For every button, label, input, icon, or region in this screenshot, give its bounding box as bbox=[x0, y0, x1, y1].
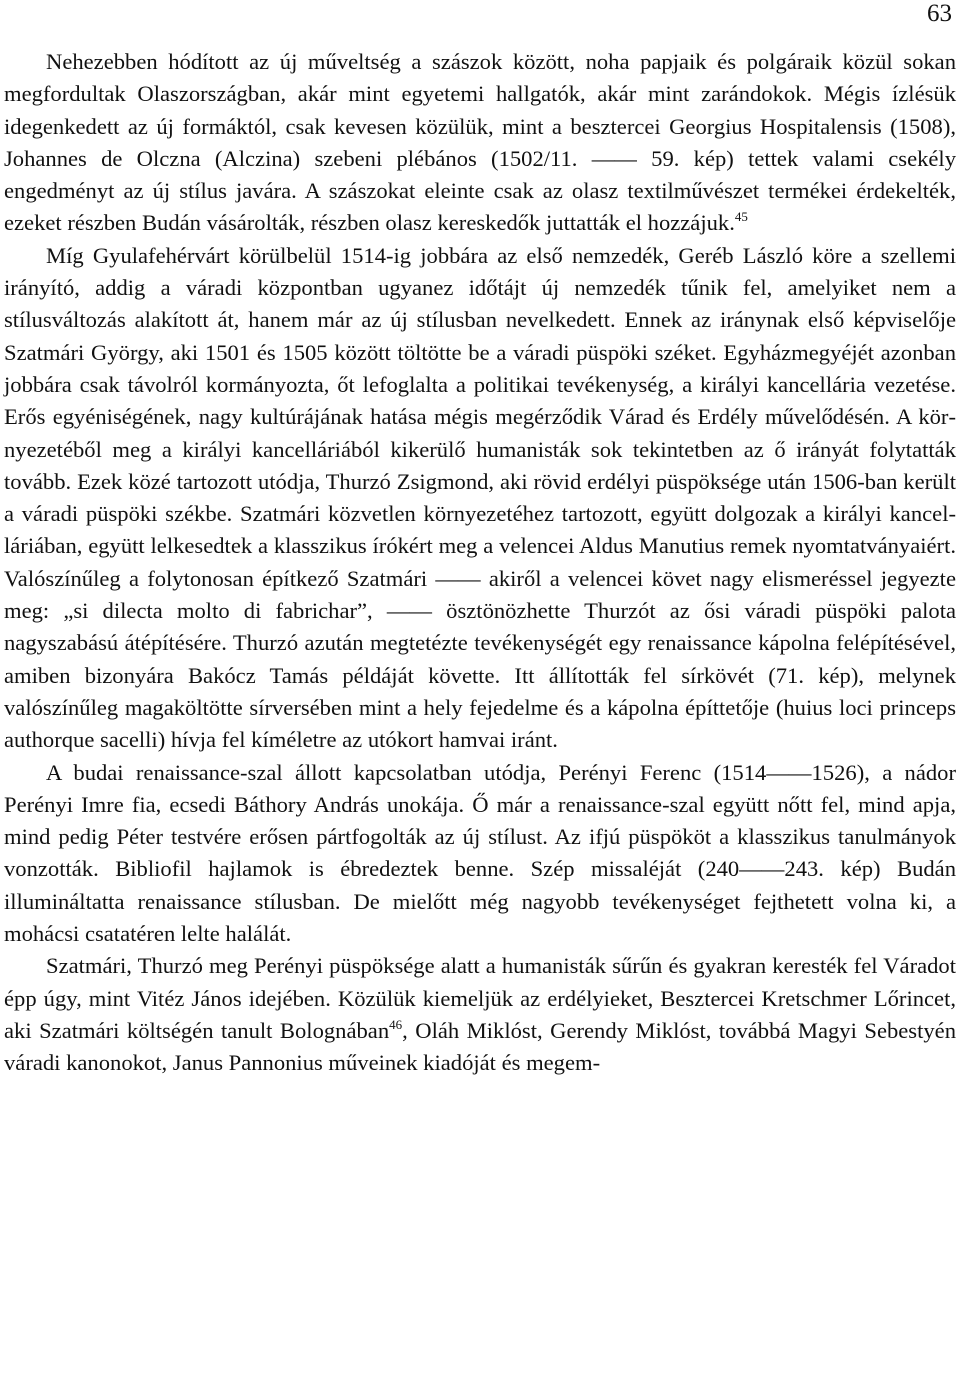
paragraph-saxons bbox=[4, 46, 956, 240]
page-number: 63 bbox=[927, 0, 952, 27]
paragraph-humanists bbox=[4, 950, 956, 1079]
paragraph-text: Szatmári, Thurzó meg Perényi püspöksége alatt a humanisták sűrűn és gyakran keresték fel Váradot épp úgy, mint Vitéz János idejében. Közülük kiemeljük az erdélyieket, Besztercei Kretschmer Lőrincet, aki Szatmári költségén tanult Bolognában bbox=[4, 953, 956, 1043]
paragraph-text: Nehezebben hódított az új műveltség a szászok között, noha papjaik és polgáraik közül sokan megfordultak Olaszországban, akár mint egyetemi hallgatók, akár mint zarándokok. Mégis ízlésük idegenkedett az új formáktól, csak kevesen közülük, mint a besztercei Georgius Hospitalensis (1508), Johannes de Olczna (Alczina) szebeni plébános (1502/11. —— 59. kép) tettek valami csekély engedményt az új stílus javára. A szászokat eleinte csak az olasz textilművészet termékei érdekelték, ezeket részben Budán vásárolták, részben olasz kereskedők juttatták el hozzájuk. bbox=[4, 49, 956, 236]
paragraph-text: A budai renaissance-szal állott kapcsolatban utódja, Perényi Ferenc (1514——1526), a nádor Perényi Imre fia, ecsedi Báthory András unokája. Ő már a renaissance-szal együtt nőtt fel, mind apja, mind pedig Péter testvére erősen pártfogolták az új stílust. Az ifjú püspököt a klasszikus tanulmányok vonzották. Bibliofil hajlamok is ébredeztek benne. Szép missaléját (240——243. kép) Budán illumináltatta renaissance stílusban. De mielőtt még nagyobb tevékenységet fejthetett volna ki, a mohácsi csatatéren lelte halálát. bbox=[4, 759, 956, 947]
paragraph-text: Míg Gyulafehérvárt körülbelül 1514-ig jobbára az első nemzedék, Geréb László köre a szellemi irányító, addig a váradi központban ugyanez időtájt új nemzedék tűnik fel, amelyiket nem a stílusváltozás alakított át, hanem már az új stílusban nevelkedett. Ennek az iránynak első képviselője Szatmári György, aki 1501 és 1505 között töltötte be a váradi püspöki széket. Egyházmegyéjét azonban jobbára csak távolról kormányozta, őt lefoglalta a politikai tevékenység, a királyi kancellária vezetése. Erős egyéniségének, nagy kultúrájának hatása mégis megérződik Várad és Erdély művelődésén. A környezetéből meg a királyi kancelláriából kikerülő humanisták sok tekintetben az ő irányát folytatták tovább. Ezek közé tartozott utódja, Thurzó Zsigmond, aki rövid erdélyi püspöksége után 1506-ban került a váradi püspöki székbe. Szatmári közvetlen környezetéhez tartozott, együtt dolgozak a királyi kancelláriában, együtt lelkesedtek a klasszikus írókért meg a velencei Aldus Manutius remek nyomtatványaiért. Valószínűleg a folytonosan építkező Szatmári —— akiről a velencei követ nagy elismeréssel jegyezte meg: „si dilecta molto di fabrichar”, —— ösztönözhette Thurzót az ősi váradi püspöki palota nagyszabású átépítésére. Thurzó azután megtetézte tevékenységét egy renaissance kápolna felépítésével, amiben bizonyára Bakócz Tamás példáját követte. Itt állították fel sírkövét (71. kép), melynek valószínűleg magaköltötte sírversében mint a hely fejedelme és a kápolna építtetője (huius loci princeps authorque sacelli) hívja fel kíméletre az utókort hamvai iránt. bbox=[4, 242, 956, 753]
footnote-ref-45[interactable]: 45 bbox=[734, 209, 748, 225]
paragraph-text: , Oláh Miklóst, Gerendy Miklóst, továbbá Magyi Sebestyén váradi kanonokot, Janus Pannonius műveinek kiadóját és megem- bbox=[4, 1017, 956, 1076]
paragraph-perenyi bbox=[4, 757, 956, 951]
text-column bbox=[4, 46, 956, 1080]
footnote-ref-46[interactable]: 46 bbox=[389, 1016, 403, 1032]
paragraph-varad-center bbox=[4, 240, 956, 757]
